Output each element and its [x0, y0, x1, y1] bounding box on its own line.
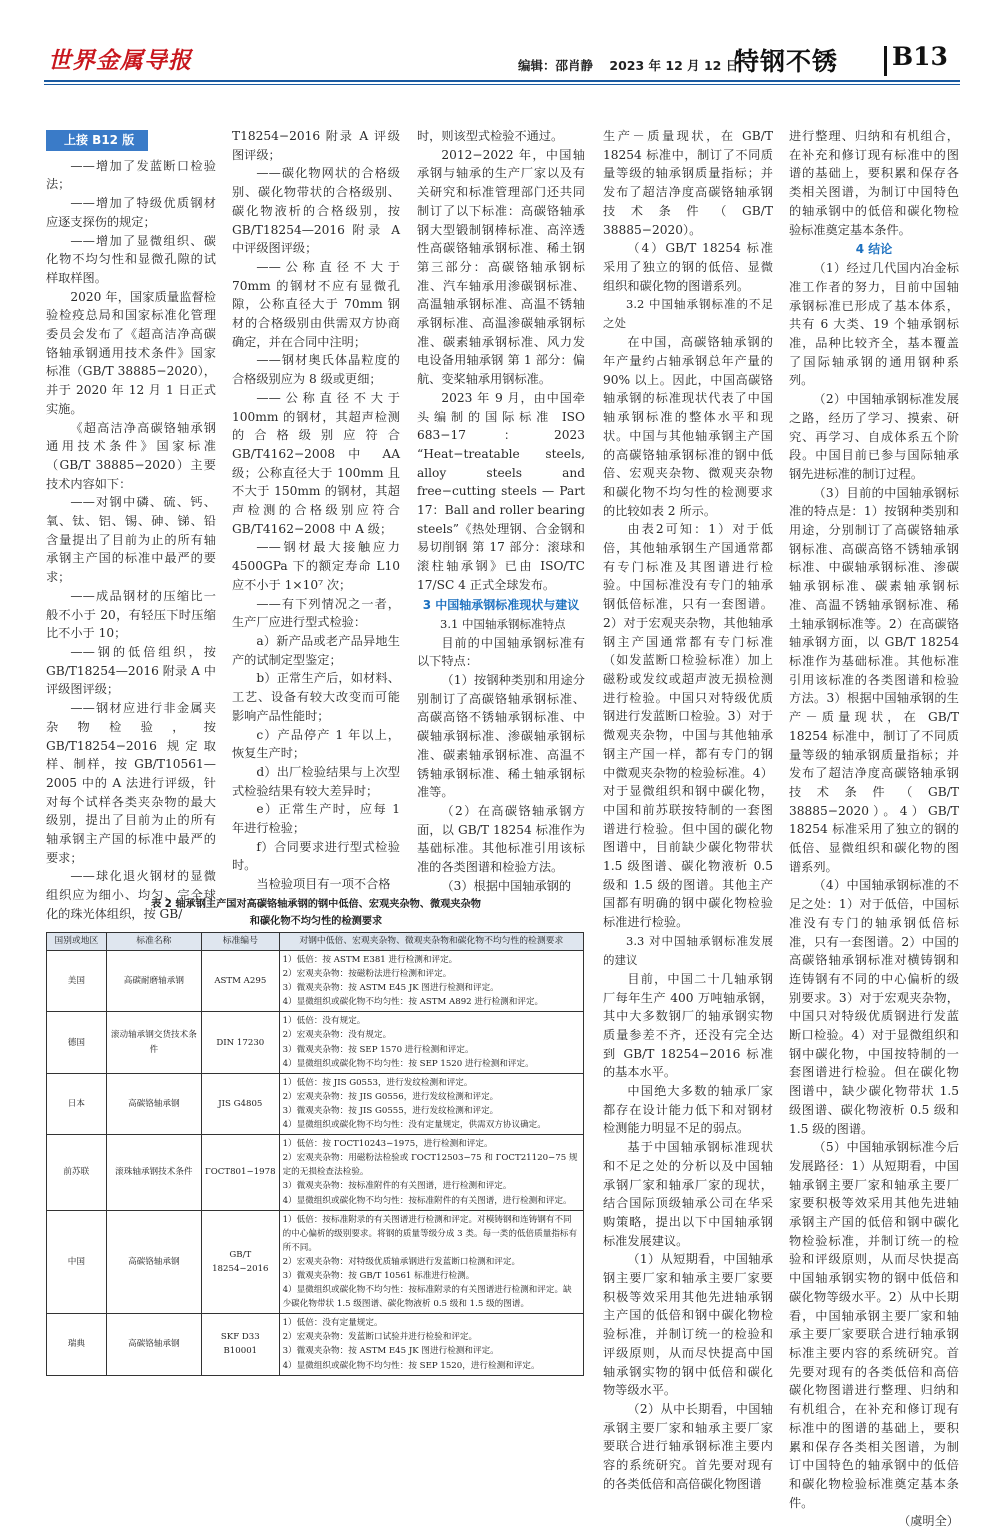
requirement-line: 3）微观夹杂物：按 GB/T 10561 标准进行检测。	[282, 1270, 475, 1281]
issue-meta	[518, 56, 750, 74]
requirement-line: 1）低倍：按 ASTM E381 进行检测和评定。	[282, 955, 458, 965]
subsection-heading: 3.1 中国轴承钢标准特点	[440, 616, 566, 631]
requirements-cell	[279, 1073, 583, 1134]
table-row	[47, 1012, 584, 1073]
requirement-line: 2）宏观夹杂物：没有规定。	[282, 1030, 392, 1041]
paragraph: b）正常生产后，如材料、工艺、设备有较大改变而可能影响产品性能时；	[232, 671, 400, 723]
article-column-3	[417, 127, 585, 895]
article-column-1	[46, 127, 216, 924]
requirements-cell	[279, 951, 583, 1012]
paragraph: 在中国，高碳铬轴承钢的年产量约占轴承钢总年产量的 90% 以上。因此，中国高碳铬轴承钢的标准现状代表了中国轴承钢标准的整体水平和现状。中国与其他轴承钢主产国的高碳铬轴承钢标准的钢中低倍、宏观夹杂物、微观夹杂物和碳化物不均匀性的检测要求的比较如表 2 所示。	[603, 335, 773, 518]
paragraph: ——有下列情况之一者，生产厂应进行型式检验：	[232, 596, 400, 630]
standard-code-cell: SKF D33 B10001	[202, 1314, 280, 1375]
masthead	[44, 38, 960, 82]
table-header-cell: 国别或地区	[47, 933, 107, 951]
country-cell: 德国	[47, 1012, 107, 1073]
standard-code-cell: ASTM A295	[202, 951, 280, 1012]
paragraph: ——钢材奥氏体晶粒度的合格级别应为 8 级或更细；	[232, 353, 400, 387]
paragraph: 2012−2022 年，中国轴承钢与轴承的生产厂家以及有关研究和标准管理部门还共同制订了以下标准：高碳铬轴承钢大型锻制钢棒标准、高淬透性高碳铬轴承钢标准、稀土钢第三部分：高碳铬轴承钢标准、汽车轴承用渗碳钢标准、高温轴承钢标准、高温不锈轴承钢标准、高温渗碳轴承钢标准、碳素轴承钢标准、风力发电设备用轴承钢 第 1 部分：偏航、变桨轴承用钢标准。	[417, 147, 585, 387]
table-header-cell: 标准名称	[106, 933, 201, 951]
paragraph: 生产－质量现状，在 GB/T 18254 标准中，制订了不同质量等级的轴承钢质量指标；并发布了超洁净度高碳铬轴承钢技术条件（GB/T 38885−2020）。	[603, 129, 773, 237]
requirement-line: 2）宏观夹杂物：对特级优质轴承钢进行发蓝断口检测和评定。	[282, 1256, 521, 1267]
paragraph: 目前，中国二十几轴承钢厂每年生产 400 万吨轴承钢，其中大多数钢厂的轴承钢实物质量参差不齐，还没有完全达到 GB/T 18254−2016 标准的基本水平。	[603, 971, 773, 1080]
paragraph: （1）经过几代国内冶金标准工作者的努力，目前中国轴承钢标准已形成了基本体系，共有 6 大类、19 个轴承钢标准，品种比较齐全，基本覆盖了国际轴承钢的通用钢种系列。	[789, 261, 959, 388]
paragraph: ——对钢中磷、硫、钙、氧、钛、铝、锡、砷、锑、铅含量提出了目前为止的所有轴承钢主产国的标准中最严的要求；	[46, 495, 216, 585]
paragraph: ——钢材应进行非金属夹杂物检验，按 GB/T18254−2016 规定取样、制样，按 GB/T10561—2005 中的 A 法进行评级，针对每个试样各类夹杂物的最大级别，提出了目前为止的所有轴承钢主产国的标准中最严的要求；	[46, 701, 216, 865]
article-column-4	[603, 127, 773, 1494]
requirement-line: 1）低倍：没有规定。	[282, 1016, 366, 1027]
country-cell: 中国	[47, 1210, 107, 1314]
table-row	[47, 951, 584, 1012]
requirement-line: 3）微观夹杂物：按 JIS G0555，进行发纹检测和评定。	[282, 1105, 499, 1116]
standard-code-cell: ГОСТ801−1978	[202, 1135, 280, 1210]
paragraph: ——增加了显微组织、碳化物不均匀性和显微孔隙的试样取样图。	[46, 233, 216, 285]
author-signature: （虞明全）	[898, 1514, 959, 1529]
table-header-cell: 标准编号	[202, 933, 280, 951]
paragraph: 时，则该型式检验不通过。	[417, 129, 564, 143]
subsection-heading: 3.2 中国轴承钢标准的不足之处	[603, 297, 773, 331]
standard-code-cell: JIS G4805	[202, 1073, 280, 1134]
requirement-line: 4）显微组织或碳化物不均匀性：按 SEP 1520 进行检测和评定。	[282, 1058, 534, 1069]
country-cell: 日本	[47, 1073, 107, 1134]
table-row	[47, 1135, 584, 1210]
editor-credit: 编辑：邵肖静	[518, 58, 594, 73]
section-title: 特钢不锈	[734, 47, 839, 76]
requirement-line: 3）微观夹杂物：按标准附件的有关图谱，进行检测和评定。	[282, 1181, 512, 1192]
paragraph: （5）中国轴承钢标准今后发展路径：1）从短期看，中国轴承钢主要厂家和轴承主要厂家要积极等效采用其他先进轴承钢主产国的低倍和钢中碳化物检验标准，并制订统一的检验和评级原则，从而尽快提高中国轴承钢实物的钢中低倍和碳化物等级水平。2）从中长期看，中国轴承钢主要厂家和轴承主要厂家要联合进行轴承钢标准主要内容的系统研究。首先要对现有的各类低倍和高倍碳化物图谱进行整理、归纳和有机组合，在补充和修订现有标准中的图谱的基础上，要积累和保存各类相关图谱，为制订中国特色的轴承钢中的低倍和碳化物检验标准奠定基本条件。	[789, 1140, 959, 1510]
requirement-line: 1）低倍：没有定量规定。	[282, 1318, 383, 1329]
requirement-line: 2）宏观夹杂物：按 JIS G0556，进行发纹检测和评定。	[282, 1091, 499, 1102]
paragraph: ——钢材最大接触应力 4500GPa 下的额定寿命 L10 应不小于 1×10⁷ 次；	[232, 540, 400, 592]
paragraph: （3）目前的中国轴承钢标准的特点是：1）按钢种类别和用途，分别制订了高碳铬轴承钢标准、高碳高铬不锈轴承钢标准、中碳轴承钢标准、渗碳轴承钢标准、碳素轴承钢标准、高温不锈轴承钢标准、稀土轴承钢标准等。2）在高碳铬轴承钢方面，以 GB/T 18254 标准作为基础标准。其他标准引用该标准的各类图谱和检验方法。3）根据中国轴承钢的生产－质量现状，在 GB/T 18254 标准中，制订了不同质量等级的轴承钢质量指标；并发布了超洁净度高碳铬轴承钢技术条件（GB/T 38885−2020）。4）GB/T 18254 标准采用了独立的钢的低倍、显微组织和碳化物的图谱系列。	[789, 485, 959, 874]
page-number: B13	[892, 42, 948, 71]
paragraph: ——增加了发蓝断口检验法；	[46, 158, 216, 192]
table-caption	[46, 896, 586, 930]
paragraph: （1）按钢种类别和用途分别制订了高碳铬轴承钢标准、高碳高铬不锈轴承钢标准、中碳轴承钢标准、渗碳轴承钢标准、碳素轴承钢标准、高温不锈轴承钢标准、稀土轴承钢标准等。	[417, 672, 585, 800]
standards-comparison-table	[46, 932, 584, 1376]
requirement-line: 2）宏观夹杂物：按磁粉法进行检测和评定。	[282, 969, 452, 980]
article-column-2	[232, 127, 400, 894]
paragraph: ——球化退火钢材的显微组织应为细小、均匀、完全球化的珠光体组织，按 GB/	[46, 869, 216, 921]
paragraph: ——公称直径不大于 70mm 的钢材不应有显微孔隙，公称直径大于 70mm 钢材的合格级别由供需双方协商确定，并在合同中注明；	[232, 259, 400, 349]
table-row	[47, 1314, 584, 1375]
section-heading: 4 结论	[855, 242, 893, 257]
paragraph: f）合同要求进行型式检验时。	[232, 839, 400, 873]
requirements-cell	[279, 1314, 583, 1375]
table-header-row	[47, 933, 584, 951]
header-rule-thin	[44, 84, 960, 85]
paragraph: e）正常生产时，应每 1 年进行检验；	[232, 802, 400, 836]
header-rule	[44, 80, 960, 82]
issue-date: 2023 年 12 月 12 日	[609, 58, 739, 73]
requirements-cell	[279, 1210, 583, 1314]
paragraph: （2）在高碳铬轴承钢方面，以 GB/T 18254 标准作为基础标准。其他标准引用该标准的各类图谱和检验方法。	[417, 803, 585, 875]
standard-name-cell: 高碳铬轴承钢	[106, 1210, 201, 1314]
requirement-line: 2）宏观夹杂物：发蓝断口试验并进行检验和评定。	[282, 1332, 478, 1343]
paragraph: （3）根据中国轴承钢的	[441, 878, 572, 893]
standard-name-cell: 高碳铬轴承钢	[106, 1314, 201, 1375]
standard-code-cell: DIN 17230	[202, 1012, 280, 1073]
requirement-line: 4）显微组织或碳化物不均匀性：按标准附件的有关图谱，进行检测和评定。	[282, 1195, 572, 1206]
requirement-line: 3）微观夹杂物：按 ASTM E45 JK 图进行检测和评定。	[282, 983, 499, 994]
standard-code-cell: GB/T 18254−2016	[202, 1210, 280, 1314]
requirement-line: 3）微观夹杂物：按 SEP 1570 进行检测和评定。	[282, 1044, 474, 1055]
newspaper-logo: 世界金属导报	[48, 47, 192, 74]
divider	[884, 46, 887, 76]
paragraph: ——碳化物网状的合格级别、碳化物带状的合格级别、碳化物液析的合格级别，按 GB/T18254—2016 附录 A 中评级图评级；	[232, 166, 400, 256]
standard-name-cell: 高碳铬轴承钢	[106, 1073, 201, 1134]
paragraph: 2023 年 9 月，由中国牵头编制的国际标准 ISO 683−17：2023 “Heat−treatable steels, alloy steels and free−cutting steels — Part 17：Ball and roller bearing steels”《热处理钢、合金钢和易切削钢 第 17 部分：滚球和滚柱轴承钢》已由 ISO/TC 17/SC 4 正式全球发布。	[417, 390, 585, 592]
country-cell: 瑞典	[47, 1314, 107, 1375]
requirement-line: 4）显微组织或碳化物不均匀性：按标准附录的有关图谱进行检测和评定。缺少碳化物带状 1.5 级图谱、碳化物液析 0.5 级和 1.5 级的图谱。	[282, 1285, 572, 1310]
table-row	[47, 1210, 584, 1314]
requirement-line: 1）低倍：按 ГОСТ10243−1975，进行检测和评定。	[282, 1139, 493, 1150]
requirements-cell	[279, 1012, 583, 1073]
standard-name-cell: 滚珠轴承钢技术条件	[106, 1135, 201, 1210]
paragraph: （2）中国轴承钢标准发展之路，经历了学习、摸索、研究、再学习、自成体系五个阶段。中国目前已参与国际轴承钢先进标准的制订过程。	[789, 392, 959, 481]
paragraph: 进行整理、归纳和有机组合，在补充和修订现有标准中的图谱的基础上，要积累和保存各类相关图谱，为制订中国特色的轴承钢中的低倍和碳化物检验标准奠定基本条件。	[789, 129, 959, 237]
paragraph: ——成品钢材的压缩比一般不小于 20，有轻压下时压缩比不小于 10；	[46, 588, 216, 641]
paragraph: ——增加了特级优质钢材应逐支探伤的规定；	[46, 196, 216, 229]
paragraph: ——公称直径不大于 100mm 的钢材，其超声检测的合格级别应符合 GB/T4162−2008 中 AA 级；公称直径大于 100mm 且不大于 150mm 的钢材，其超声检测的合格级别应符合 GB/T4162−2008 中 A 级；	[232, 390, 400, 536]
paragraph: 2020 年，国家质量监督检验检疫总局和国家标准化管理委员会发布了《超高洁净高碳铬轴承钢通用技术条件》国家标准（GB/T 38885−2020），并于 2020 年 12 月 1 日正式实施。	[46, 289, 216, 416]
paragraph: 由表2可知：1）对于低倍，其他轴承钢生产国通常都有专门标准及其图谱进行检验。中国标准没有专门的轴承钢低倍标准，只有一套图谱。2）对于宏观夹杂物，其他轴承钢主产国通常都有专门标准（如发蓝断口检验标准）加上磁粉或发纹或超声波无损检测进行检验。中国只对特级优质钢进行发蓝断口检验。3）对于微观夹杂物，中国与其他轴承钢主产国一样，都有专门的钢中微观夹杂物的检验标准。4）对于显微组织和钢中碳化物，中国和前苏联按特制的一套图谱进行检验。但中国的碳化物图谱中，目前缺少碳化物带状 1.5 级图谱、碳化物液析 0.5 级和 1.5 级的图谱。其他主产国都有明确的钢中碳化物检验标准进行检验。	[603, 522, 773, 930]
requirements-cell	[279, 1135, 583, 1210]
requirement-line: 3）微观夹杂物：按 ASTM E45 JK 图进行检测和评定。	[282, 1346, 499, 1357]
article-column-5	[789, 127, 959, 1531]
paragraph: 《超高洁净高碳铬轴承钢通用技术条件》国家标准（GB/T 38885−2020）主要技术内容如下：	[46, 420, 216, 491]
requirement-line: 4）显微组织或碳化物不均匀性：没有定量规定，供需双方协议确定。	[282, 1120, 546, 1131]
continued-from-badge: 上接 B12 版	[46, 130, 148, 151]
country-cell: 前苏联	[47, 1135, 107, 1210]
table-caption-line: 和碳化物不均匀性的检测要求	[249, 916, 383, 927]
paragraph: 基于中国轴承钢标准现状和不足之处的分析以及中国轴承钢厂家和轴承厂家的现状，结合国际顶级轴承公司在华采购策略，提出以下中国轴承钢标准发展建议。	[603, 1140, 773, 1248]
requirement-line: 2）宏观夹杂物：用磁粉法检验或 ГОСТ12503−75 和 ГОСТ21120−75 规定的无损检查法检验。	[282, 1153, 578, 1178]
paragraph: T18254−2016 附录 A 评级图评级；	[232, 129, 400, 162]
paragraph: （4）中国轴承钢标准的不足之处：1）对于低倍，中国标准没有专门的轴承钢低倍标准，只有一套图谱。2）中国的高碳铬轴承钢标准对横铸钢和连铸钢有不同的中心偏析的级别要求。3）对于宏观夹杂物，中国只对特级优质钢进行发蓝断口检验。4）对于显微组织和钢中碳化物，中国按特制的一套图谱进行检验。但在碳化物图谱中，缺少碳化物带状 1.5 级图谱、碳化物液析 0.5 级和 1.5 级的图谱。	[789, 878, 959, 1136]
standard-name-cell: 高碳耐磨轴承钢	[106, 951, 201, 1012]
requirement-line: 1）低倍：按 JIS G0553，进行发纹检测和评定。	[282, 1077, 473, 1088]
requirement-line: 4）显微组织或碳化物不均匀性：按 ASTM A892 进行检测和评定。	[282, 997, 544, 1008]
paragraph: 中国绝大多数的轴承厂家都存在设计能力低下和对钢材检测能力明显不足的弱点。	[603, 1084, 773, 1136]
paragraph: ——钢的低倍组织，按 GB/T18254—2016 附录 A 中评级图评级；	[46, 644, 216, 697]
paragraph: d）出厂检验结果与上次型式检验结果有较大差异时；	[232, 764, 400, 798]
section-heading: 3 中国轴承钢标准现状与建议	[422, 597, 580, 612]
requirement-line: 1）低倍：按标准附录的有关图谱进行检测和评定。对模铸钢和连铸钢有不同的中心偏析的级别要求。将钢的质量等级分成 3 类。每一类的低倍质量指标有所不同。	[282, 1214, 578, 1253]
paragraph: c）产品停产 1 年以上，恢复生产时；	[232, 727, 400, 761]
paragraph: （1）从短期看，中国轴承钢主要厂家和轴承主要厂家要积极等效采用其他先进轴承钢主产国的低倍和钢中碳化物检验标准，并制订统一的检验和评级原则，从而尽快提高中国轴承钢实物的钢中低倍和碳化物等级水平。	[603, 1252, 773, 1398]
subsection-heading: 3.3 对中国轴承钢标准发展的建议	[603, 933, 773, 967]
country-cell: 美国	[47, 951, 107, 1012]
table-header-cell: 对钢中低倍、宏观夹杂物、微观夹杂物和碳化物不均匀性的检测要求	[279, 933, 583, 951]
table-caption-line: 表 2 轴承钢主产国对高碳铬轴承钢的钢中低倍、宏观夹杂物、微观夹杂物	[151, 899, 481, 910]
paragraph: （2）从中长期看，中国轴承钢主要厂家和轴承主要厂家要联合进行轴承钢标准主要内容的系统研究。首先要对现有的各类低倍和高倍碳化物图谱	[603, 1402, 773, 1491]
paragraph: 当检验项目有一项不合格	[256, 877, 391, 892]
paragraph: a）新产品或老产品异地生产的试制定型鉴定；	[232, 633, 400, 667]
paragraph: （4）GB/T 18254 标准采用了独立的钢的低倍、显微组织和碳化物的图谱系列。	[603, 241, 773, 293]
table-row	[47, 1073, 584, 1134]
requirement-line: 4）显微组织或碳化物不均匀性：按 SEP 1520，进行检测和评定。	[282, 1360, 540, 1371]
standard-name-cell: 滚动轴承钢交货技术条件	[106, 1012, 201, 1073]
paragraph: 目前的中国轴承钢标准有以下特点：	[417, 635, 585, 669]
